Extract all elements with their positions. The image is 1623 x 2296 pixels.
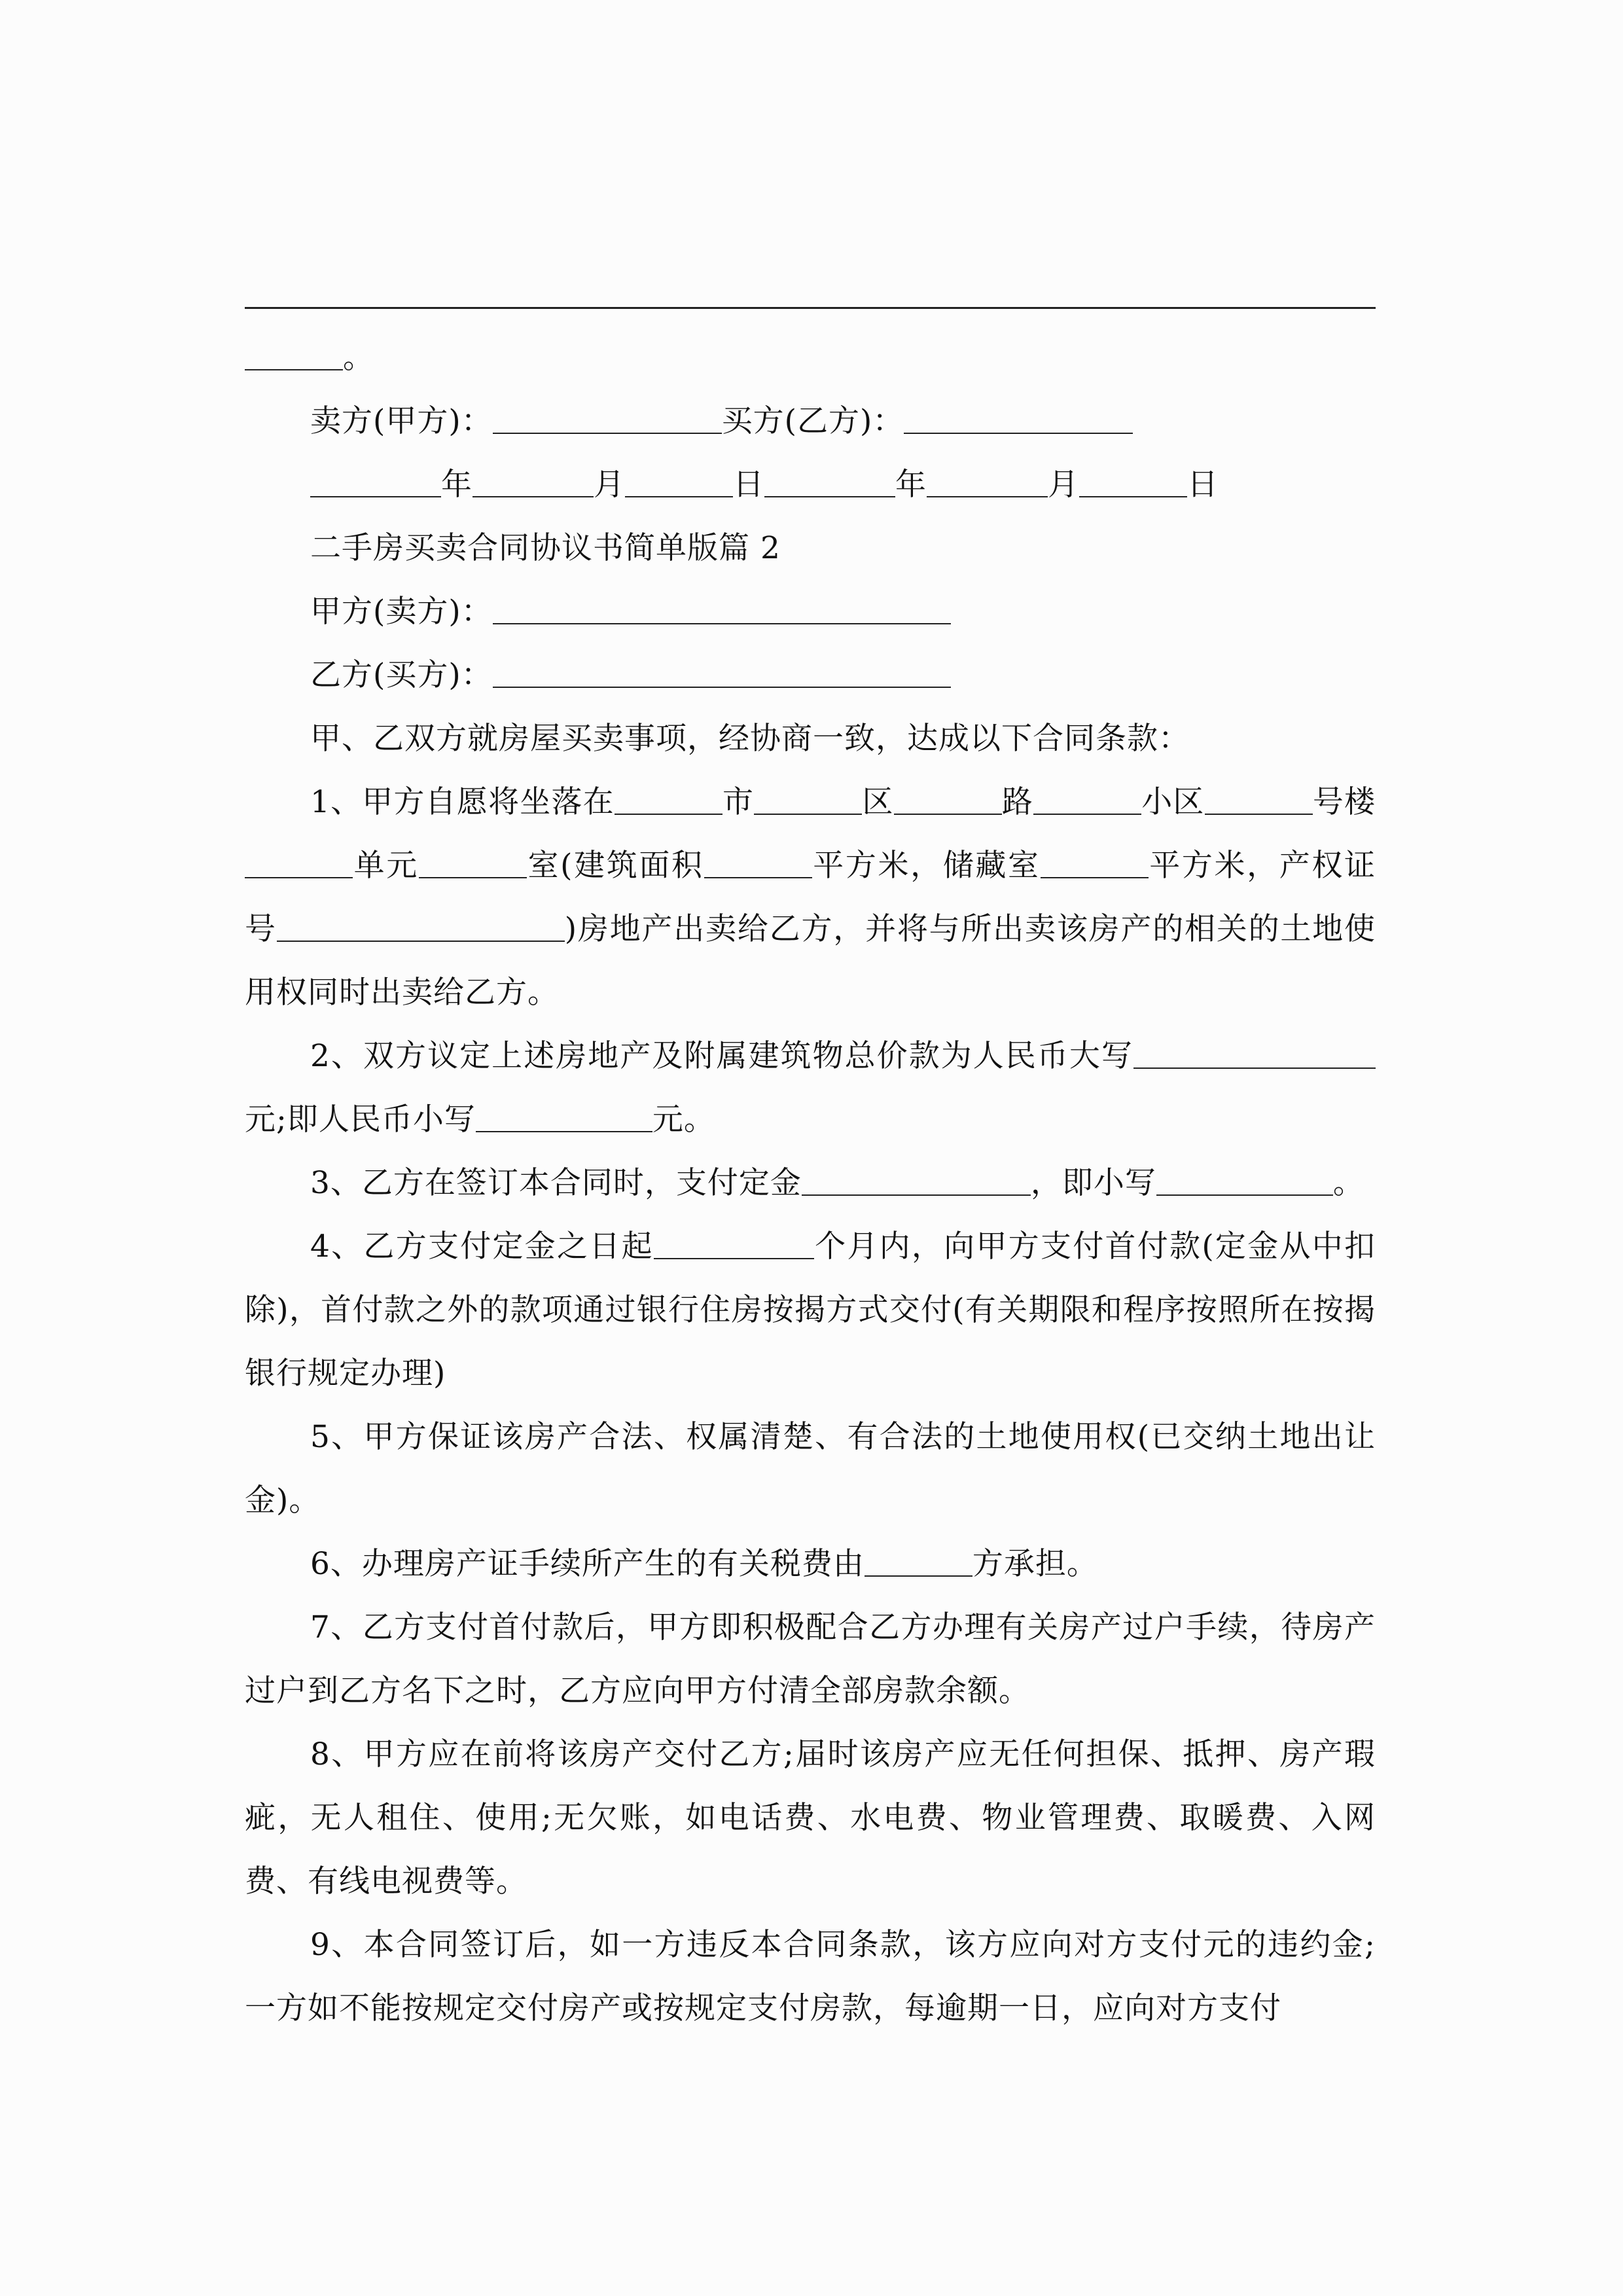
community-field[interactable] xyxy=(1033,786,1141,815)
months-field[interactable] xyxy=(654,1230,814,1259)
day-label: 日 xyxy=(1187,467,1219,503)
seller-day-field[interactable] xyxy=(625,469,733,497)
day-label: 日 xyxy=(733,467,764,503)
floor-area-field[interactable] xyxy=(704,850,812,878)
property-certificate-field[interactable] xyxy=(277,913,565,942)
document-body xyxy=(245,326,1376,2040)
clause-5: 5、甲方保证该房产合法、权属清楚、有合法的土地使用权(已交纳土地出让金)。 xyxy=(245,1419,1376,1518)
buyer-day-field[interactable] xyxy=(1079,469,1187,497)
deposit-field[interactable] xyxy=(802,1167,1031,1196)
clause-8: 8、甲方应在前将该房产交付乙方;届时该房产应无任何担保、抵押、房产瑕疵，无人租住、使用;无欠账，如电话费、水电费、物业管理费、取暖费、入网费、有线电视费等。 xyxy=(245,1736,1376,1899)
party-b-line xyxy=(245,643,1376,707)
clause-text: 平方米，产权证号 xyxy=(245,848,1376,947)
party-a-line xyxy=(245,580,1376,643)
clause-text: 。 xyxy=(1332,1165,1364,1201)
clause-text: )房地产出卖给乙方，并将与所出卖该房产的相关的土地使用权同时出卖给乙方。 xyxy=(245,911,1376,1011)
clause-text: 号楼 xyxy=(1312,784,1376,820)
city-field[interactable] xyxy=(615,786,722,815)
clause-7: 7、乙方支付首付款后，甲方即积极配合乙方办理有关房产过户手续，待房产过户到乙方名下之时，乙方应向甲方付清全部房款余额。 xyxy=(245,1609,1376,1709)
deposit-lowercase-field[interactable] xyxy=(1156,1167,1333,1196)
section-title: 二手房买卖合同协议书简单版篇 2 xyxy=(310,530,781,566)
clause-text: 路 xyxy=(1001,784,1034,820)
clause-text: 小区 xyxy=(1141,784,1205,820)
seller-label: 卖方(甲方)： xyxy=(310,403,493,439)
clause-2 xyxy=(245,1024,1376,1151)
tax-party-field[interactable] xyxy=(865,1548,972,1577)
clause-6 xyxy=(245,1532,1376,1596)
signature-date-line xyxy=(245,453,1376,516)
clause-text: 区 xyxy=(862,784,894,820)
party-a-label: 甲方(卖方)： xyxy=(310,594,493,630)
clause-4 xyxy=(245,1215,1376,1405)
party-a-field[interactable] xyxy=(493,596,951,624)
clause-text: 元。 xyxy=(652,1102,715,1138)
clause-text: 市 xyxy=(722,784,755,820)
buyer-label: 买方(乙方)： xyxy=(721,403,904,439)
price-lowercase-field[interactable] xyxy=(476,1103,652,1132)
month-label: 月 xyxy=(594,467,625,503)
clause-text: 方承担。 xyxy=(972,1546,1098,1582)
buyer-month-field[interactable] xyxy=(927,469,1048,497)
party-b-field[interactable] xyxy=(493,659,951,688)
header-rule xyxy=(245,307,1376,309)
seller-month-field[interactable] xyxy=(473,469,594,497)
clause-text: 6、办理房产证手续所产生的有关税费由 xyxy=(310,1546,865,1582)
clause-text: 3、乙方在签订本合同时，支付定金 xyxy=(310,1165,802,1201)
clause-text: 个月内，向甲方支付首付款(定金从中扣除)，首付款之外的款项通过银行住房按揭方式交付(有关期限和程序按照所在按揭银行规定办理) xyxy=(245,1229,1376,1391)
year-label: 年 xyxy=(441,467,473,503)
party-b-label: 乙方(买方)： xyxy=(310,657,493,693)
clause-3 xyxy=(245,1151,1376,1215)
price-uppercase-field[interactable] xyxy=(1133,1040,1376,1069)
buyer-year-field[interactable] xyxy=(764,469,895,497)
clause-text: 室(建筑面积 xyxy=(526,848,704,884)
clause-9: 9、本合同签订后，如一方违反本合同条款，该方应向对方支付元的违约金;一方如不能按规定交付房产或按规定支付房款，每逾期一日，应向对方支付 xyxy=(245,1927,1376,2026)
unit-field[interactable] xyxy=(245,850,353,878)
end-punctuation: 。 xyxy=(343,340,374,376)
clause-text: 1、甲方自愿将坐落在 xyxy=(310,784,615,820)
clause-text: 4、乙方支付定金之日起 xyxy=(310,1229,654,1265)
signature-line xyxy=(245,389,1376,453)
year-label: 年 xyxy=(895,467,927,503)
storage-area-field[interactable] xyxy=(1041,850,1149,878)
month-label: 月 xyxy=(1048,467,1079,503)
clause-text: ，即小写 xyxy=(1030,1165,1156,1201)
previous-clause-ending xyxy=(245,326,1376,389)
room-field[interactable] xyxy=(419,850,527,878)
district-field[interactable] xyxy=(754,786,862,815)
clause-1 xyxy=(245,770,1376,1024)
road-field[interactable] xyxy=(894,786,1002,815)
seller-year-field[interactable] xyxy=(310,469,441,497)
buyer-signature-field[interactable] xyxy=(904,405,1133,434)
clause-text: 元;即人民币小写 xyxy=(245,1102,476,1138)
building-number-field[interactable] xyxy=(1205,786,1313,815)
blank-field[interactable] xyxy=(245,342,343,370)
clause-text: 单元 xyxy=(353,848,419,884)
seller-signature-field[interactable] xyxy=(493,405,722,434)
intro-text: 甲、乙双方就房屋买卖事项，经协商一致，达成以下合同条款： xyxy=(310,721,1190,757)
clause-text: 平方米，储藏室 xyxy=(812,848,1041,884)
clause-text: 2、双方议定上述房地产及附属建筑物总价款为人民币大写 xyxy=(310,1038,1133,1074)
